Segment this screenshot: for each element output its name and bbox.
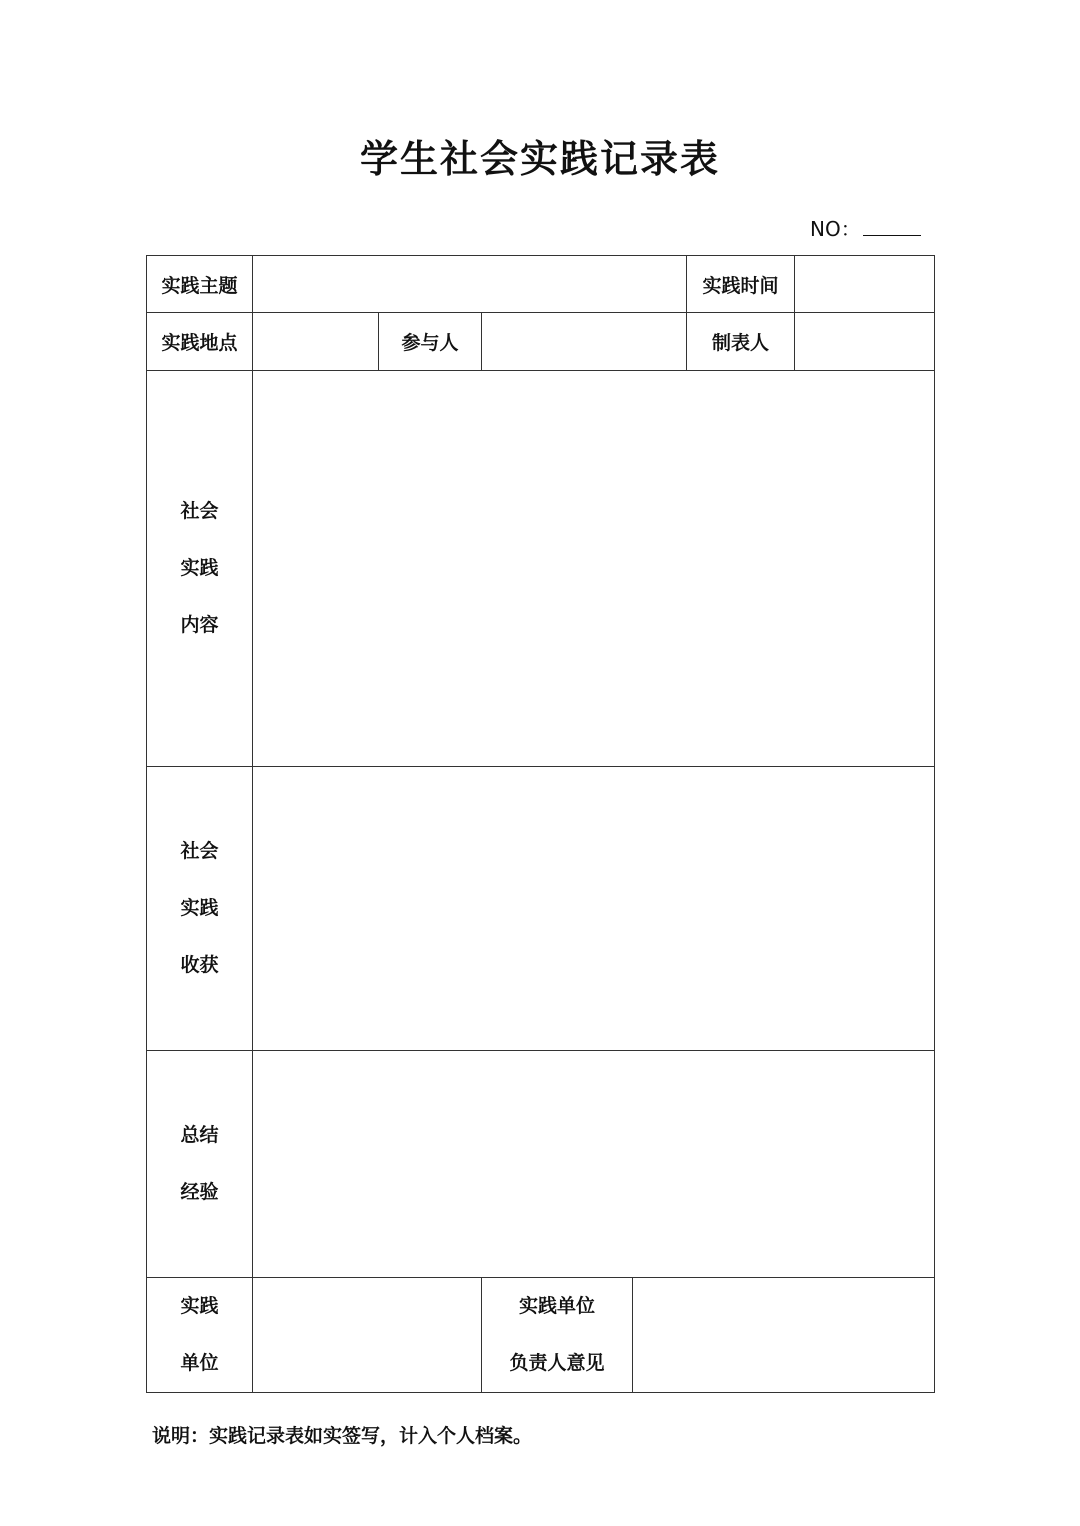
summary-label-line-1: 总结 [180, 1124, 219, 1146]
summary-label-line-2: 经验 [180, 1181, 219, 1203]
gains-label-line-1: 社会 [180, 840, 219, 862]
form-number-label: NO： [810, 217, 861, 241]
preparer-field[interactable] [795, 313, 935, 371]
unit-label-line-2: 单位 [180, 1352, 219, 1374]
form-number [810, 215, 921, 243]
time-label: 实践时间 [687, 256, 795, 313]
table-row-theme [147, 256, 935, 313]
time-field[interactable] [795, 256, 935, 313]
unit-label-line-1: 实践 [180, 1295, 219, 1317]
content-label [147, 371, 253, 767]
table-row-unit [147, 1278, 935, 1393]
preparer-label: 制表人 [687, 313, 795, 371]
participants-field[interactable] [482, 313, 687, 371]
table-row-content [147, 371, 935, 767]
table-row-summary [147, 1051, 935, 1278]
gains-label [147, 767, 253, 1051]
table-row-place [147, 313, 935, 371]
unit-field[interactable] [253, 1278, 482, 1393]
opinion-label-line-1: 实践单位 [518, 1295, 595, 1317]
opinion-label [482, 1278, 633, 1393]
table-row-gains [147, 767, 935, 1051]
opinion-label-line-2: 负责人意见 [509, 1352, 605, 1374]
form-number-blank[interactable] [863, 215, 921, 236]
summary-field[interactable] [253, 1051, 935, 1278]
content-label-line-1: 社会 [180, 500, 219, 522]
gains-label-line-3: 收获 [180, 954, 219, 976]
theme-field[interactable] [253, 256, 687, 313]
participants-label: 参与人 [379, 313, 482, 371]
form-note: 说明：实践记录表如实签写，计入个人档案。 [152, 1425, 533, 1447]
form-title: 学生社会实践记录表 [359, 137, 720, 181]
summary-label [147, 1051, 253, 1278]
content-label-line-2: 实践 [180, 557, 219, 579]
content-label-line-3: 内容 [180, 614, 219, 636]
content-field[interactable] [253, 371, 935, 767]
theme-label: 实践主题 [147, 256, 253, 313]
practice-record-table [146, 255, 935, 1393]
unit-label [147, 1278, 253, 1393]
gains-label-line-2: 实践 [180, 897, 219, 919]
place-label: 实践地点 [147, 313, 253, 371]
gains-field[interactable] [253, 767, 935, 1051]
opinion-field[interactable] [633, 1278, 935, 1393]
place-field[interactable] [253, 313, 379, 371]
